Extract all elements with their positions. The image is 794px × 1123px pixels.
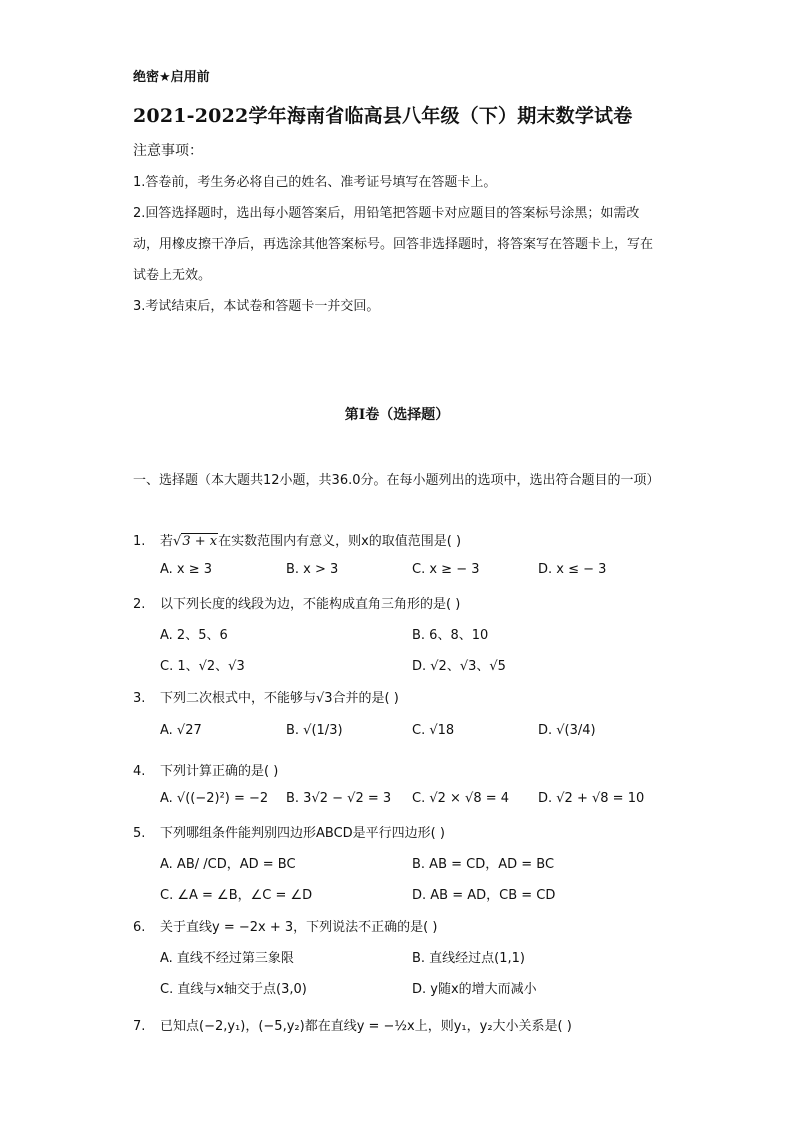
option-a: A. 2、5、6 <box>160 628 228 643</box>
option-a: A. AB/ /CD，AD = BC <box>160 857 296 872</box>
question-1: 1. 若√3 + x在实数范围内有意义，则x的取值范围是( ) <box>133 534 462 549</box>
question-number: 7. <box>133 1019 146 1034</box>
notice-item-2: 2.回答选择题时，选出每小题答案后，用铅笔把答题卡对应题目的答案标号涂黑；如需改动，用橡皮擦干净后，再选涂其他答案标号。回答非选择题时，将答案写在答题卡上，写在试卷上无效。 <box>133 206 654 283</box>
notice-title: 注意事项： <box>133 143 203 159</box>
exam-title: 2021-2022学年海南省临高县八年级（下）期末数学试卷 <box>133 105 633 127</box>
question-4 <box>133 760 278 779</box>
question-6 <box>133 916 437 935</box>
option-c: C. x ≥ − 3 <box>412 562 480 577</box>
question-stem: 关于直线y = −2x + 3，下列说法不正确的是( ) <box>160 920 438 935</box>
option-b: B. √(1/3) <box>286 723 343 738</box>
question-3 <box>133 687 399 706</box>
question-stem: 以下列长度的线段为边，不能构成直角三角形的是( ) <box>160 597 461 612</box>
question-number: 3. <box>133 691 146 706</box>
option-b: B. 直线经过点(1,1) <box>412 951 526 966</box>
question-stem: 下列二次根式中，不能够与√3合并的是( ) <box>160 691 399 706</box>
option-a: A. √((−2)²) = −2 <box>160 791 269 806</box>
secret-label: 绝密★启用前 <box>133 70 210 85</box>
question-stem-pre: 若 <box>160 534 174 549</box>
option-d: D. y随x的增大而减小 <box>412 982 537 997</box>
question-stem: 已知点(−2,y₁)，(−5,y₂)都在直线y = −½x上，则y₁，y₂大小关系是( ) <box>160 1019 572 1034</box>
option-b: B. AB = CD，AD = BC <box>412 857 555 872</box>
option-c: C. √18 <box>412 723 455 738</box>
option-c: C. 直线与x轴交于点(3,0) <box>160 982 307 997</box>
question-stem: 下列哪组条件能判别四边形ABCD是平行四边形( ) <box>160 826 445 841</box>
question-2 <box>133 593 460 612</box>
part-heading: 一、选择题（本大题共12小题，共36.0分。在每小题列出的选项中，选出符合题目的一项） <box>133 473 660 488</box>
option-b: B. x > 3 <box>286 562 339 577</box>
option-d: D. AB = AD，CB = CD <box>412 888 556 903</box>
option-a: A. √27 <box>160 723 202 738</box>
option-d: D. √(3/4) <box>538 723 596 738</box>
option-d: D. x ≤ − 3 <box>538 562 607 577</box>
question-number: 1. <box>133 534 146 549</box>
question-stem-post: 在实数范围内有意义，则x的取值范围是( ) <box>218 534 462 549</box>
option-c: C. 1、√2、√3 <box>160 659 245 674</box>
notice-item-3: 3.考试结束后，本试卷和答题卡一并交回。 <box>133 299 380 314</box>
question-stem: 下列计算正确的是( ) <box>160 764 279 779</box>
option-b: B. 6、8、10 <box>412 628 489 643</box>
option-a: A. 直线不经过第三象限 <box>160 951 294 966</box>
option-d: D. √2、√3、√5 <box>412 659 506 674</box>
option-c: C. √2 × √8 = 4 <box>412 791 510 806</box>
option-d: D. √2 + √8 = 10 <box>538 791 645 806</box>
question-radicand: 3 + x <box>182 534 218 549</box>
option-b: B. 3√2 − √2 = 3 <box>286 791 392 806</box>
question-number: 6. <box>133 920 146 935</box>
section-title: 第I卷（选择题） <box>344 407 450 423</box>
question-number: 2. <box>133 597 146 612</box>
question-number: 4. <box>133 764 146 779</box>
question-number: 5. <box>133 826 146 841</box>
option-c: C. ∠A = ∠B，∠C = ∠D <box>160 888 313 903</box>
question-7 <box>133 1015 572 1034</box>
question-5 <box>133 822 445 841</box>
option-a: A. x ≥ 3 <box>160 562 213 577</box>
notice-item-1: 1.答卷前，考生务必将自己的姓名、准考证号填写在答题卡上。 <box>133 175 497 190</box>
